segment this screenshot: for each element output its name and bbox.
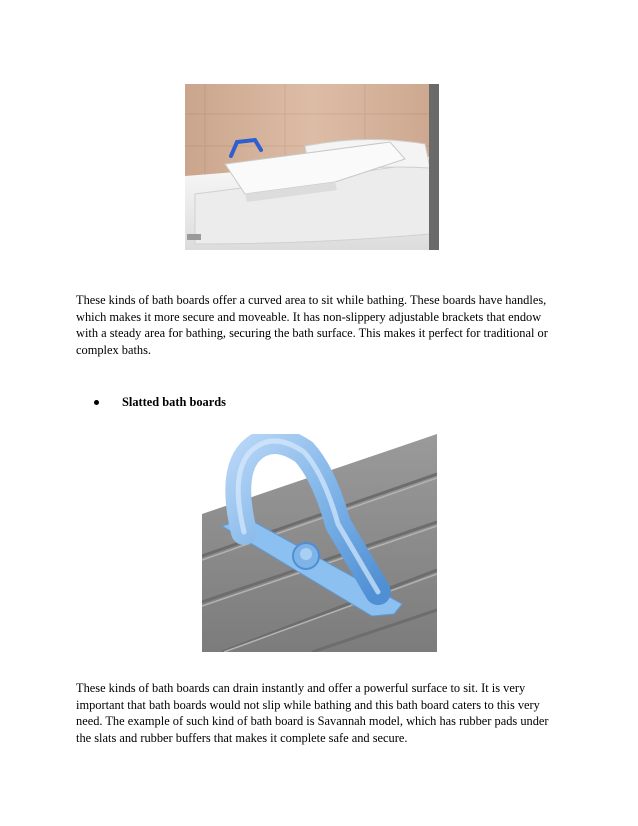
slatted-board-description: These kinds of bath boards can drain instantly and offer a powerful surface to sit. It is very important that bath boards would not slip while bathing and this bath board caters to this very need. The example of such kind of bath board is Savannah model, which has rubber pads under the slats and rubber buffers that makes it complete safe and secure. — [76, 681, 549, 745]
bullet-icon — [94, 400, 99, 405]
slatted-board-handle-photo-icon — [202, 434, 437, 652]
bath-board-photo-icon — [185, 84, 439, 250]
curved-board-description: These kinds of bath boards offer a curved area to sit while bathing. These boards have handles, which makes it more secure and moveable. It has non-slippery adjustable brackets that endow with a steady area for bathing, securing the bath surface. This makes it perfect for traditional or complex baths. — [76, 293, 548, 357]
slatted-bath-board-photo — [202, 434, 437, 652]
curved-bath-board-photo — [185, 84, 439, 250]
bullet-item-slatted — [94, 394, 226, 410]
bullet-label: Slatted bath boards — [122, 395, 226, 409]
